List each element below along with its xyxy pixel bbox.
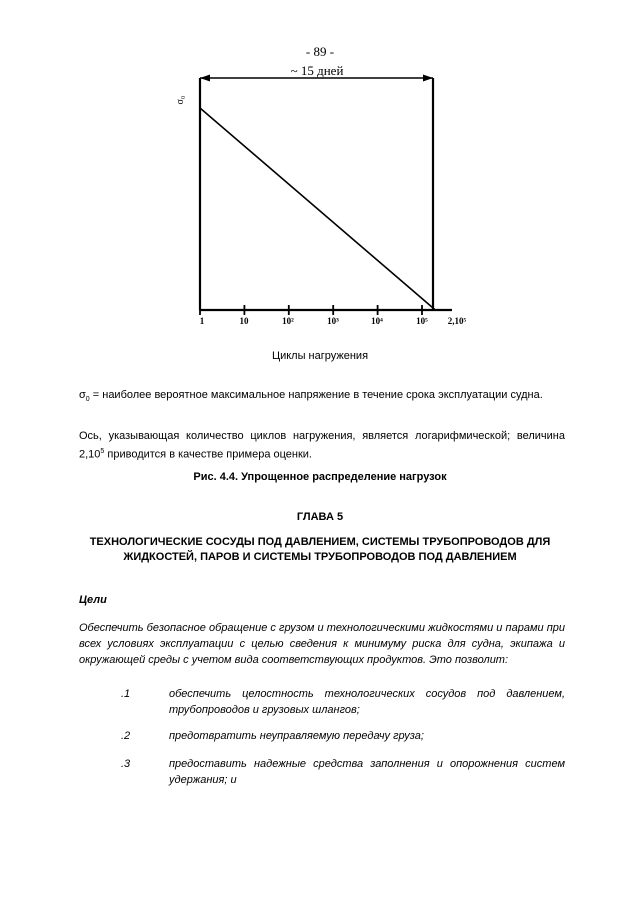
duration-arrow-left [200, 75, 210, 82]
load-distribution-chart [0, 0, 640, 340]
x-tick-labels [200, 316, 467, 326]
duration-arrow-right [423, 75, 433, 82]
list-item-text: предоставить надежные средства заполнения и опорожнения систем удержания; и [169, 758, 565, 786]
list-item-number: .1 [121, 688, 131, 700]
list-item-text: обеспечить целостность технологических сосудов под давлением, трубопроводов и грузовых шлангов; [169, 688, 565, 716]
goals-title: Цели [79, 594, 107, 606]
goals-text: Обеспечить безопасное обращение с грузом и технологическими жидкостями и парами при всех условиях эксплуатации с целью сведения к минимуму риска для судна, экипажа и окружающей среды с учетом вида соответствующих продуктов. Это позволит: [79, 622, 565, 666]
chapter-heading: ТЕХНОЛОГИЧЕСКИЕ СОСУДЫ ПОД ДАВЛЕНИЕМ, СИСТЕМЫ ТРУБОПРОВОДОВ ДЛЯ ЖИДКОСТЕЙ, ПАРОВ И СИСТЕМЫ ТРУБОПРОВОДОВ ПОД ДАВЛЕНИЕМ [89, 536, 551, 563]
sigma-symbol: σ [79, 389, 86, 401]
list-item-number: .2 [121, 730, 131, 742]
axis-note [79, 428, 565, 463]
duration-label: ~ 15 дней [290, 63, 344, 78]
chapter-title: ГЛАВА 5 [296, 511, 344, 523]
x-tick-label: 1 [199, 316, 205, 326]
x-tick-label: 10 [239, 316, 249, 326]
x-tick-label: 10⁵ [416, 316, 428, 326]
axis-note-text-b: приводится в качестве примера оценки. [104, 448, 312, 461]
x-tick-label: 2,10⁵ [447, 316, 467, 326]
x-tick-label: 10⁴ [371, 316, 383, 326]
x-tick-label: 10³ [327, 316, 339, 326]
figure-caption: Рис. 4.4. Упрощенное распределение нагрузок [193, 471, 447, 483]
axis-note-superscript: 5 [100, 448, 105, 455]
y-axis-label: σ₀ [175, 95, 186, 105]
data-series-line [200, 108, 435, 310]
page-number: - 89 - [305, 44, 335, 59]
list-item-text: предотвратить неуправляемую передачу груза; [169, 730, 424, 742]
sigma-subscript: 0 [85, 396, 90, 404]
x-tick-label: 10² [282, 316, 294, 326]
sigma-definition-text: = наиболее вероятное максимальное напряжение в течение срока эксплуатации судна. [89, 389, 543, 401]
axis-note-text-a: Ось, указывающая количество циклов нагружения, является логарифмической; величина 2,10 [79, 430, 565, 461]
x-axis-title: Циклы нагружения [271, 350, 369, 362]
sigma-definition [79, 387, 565, 408]
list-item-number: .3 [121, 758, 131, 770]
